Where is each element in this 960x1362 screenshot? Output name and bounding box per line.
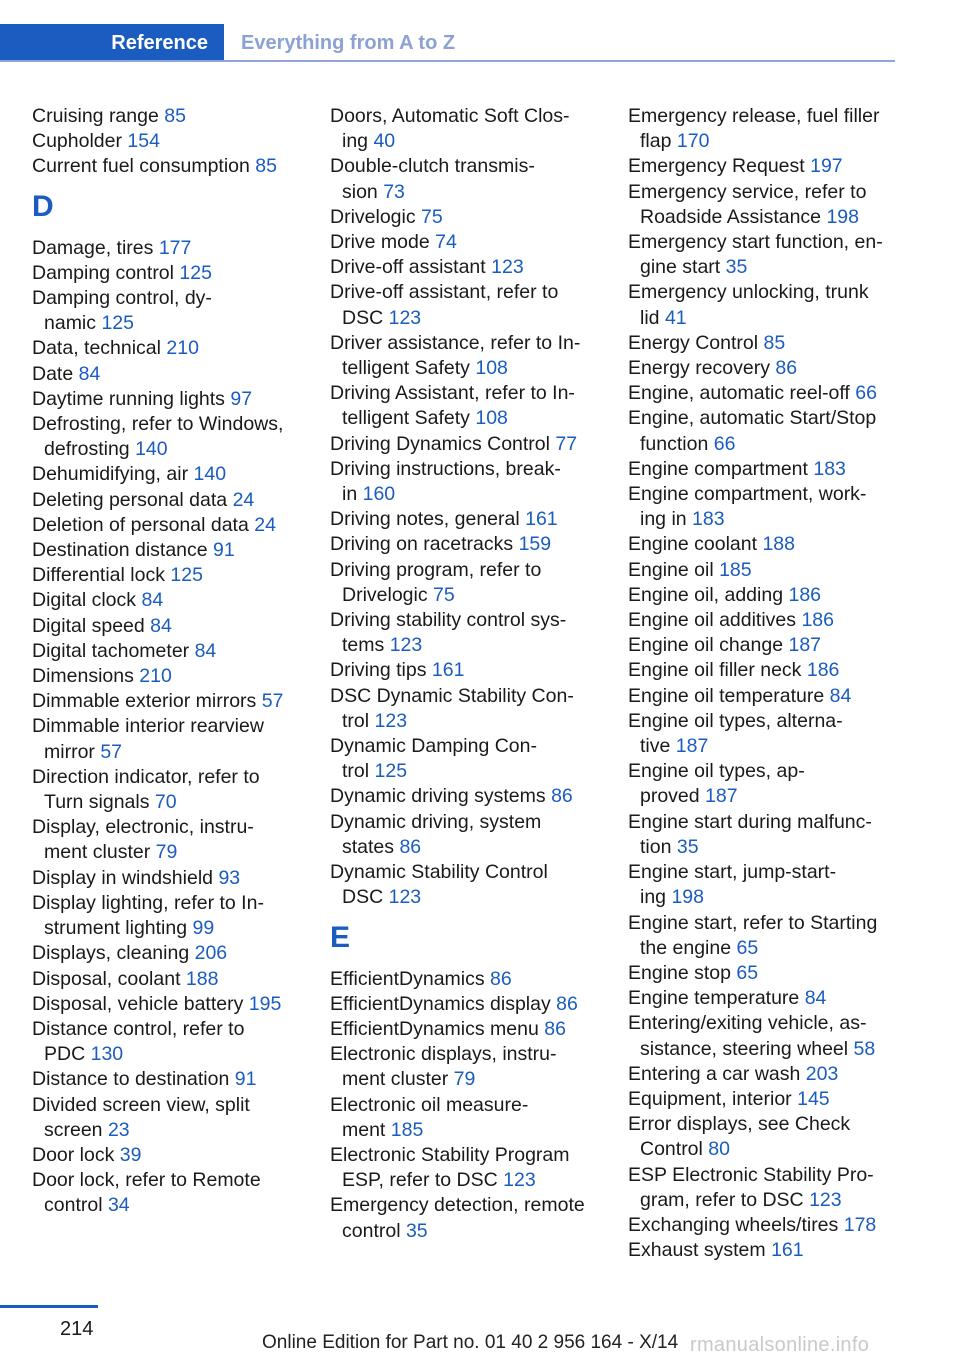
index-term: Entering/exiting vehicle, as‑ sistance, steering wheel bbox=[628, 1012, 867, 1060]
index-entry bbox=[330, 507, 602, 532]
index-entry bbox=[330, 608, 602, 658]
page-reference-link[interactable]: 85 bbox=[763, 331, 786, 354]
index-entry bbox=[330, 860, 602, 910]
index-term: Driving Assistant, refer to In‑ telligent Safety bbox=[330, 382, 575, 430]
index-entry bbox=[32, 236, 304, 261]
index-term: Engine temperature bbox=[628, 987, 800, 1010]
index-term: Digital tachometer bbox=[32, 639, 190, 662]
page-reference-link[interactable]: 186 bbox=[806, 659, 840, 682]
index-term: Divided screen view, split screen bbox=[32, 1093, 250, 1141]
index-entry bbox=[628, 1062, 900, 1087]
index-term: Engine oil temperature bbox=[628, 684, 825, 707]
index-term: Door lock, refer to Remote control bbox=[32, 1169, 261, 1217]
page-reference-link[interactable]: 187 bbox=[788, 634, 822, 657]
index-entry bbox=[628, 709, 900, 759]
index-term: Display, electronic, instru‑ ment cluster bbox=[32, 816, 254, 864]
index-entry bbox=[628, 230, 900, 280]
index-entry bbox=[628, 482, 900, 532]
index-term: Engine oil types, ap‑ proved bbox=[628, 760, 805, 808]
page-reference-link[interactable]: 86 bbox=[775, 357, 798, 380]
index-term: Energy recovery bbox=[628, 357, 770, 380]
page-reference-link[interactable]: 40 bbox=[373, 130, 396, 153]
page-reference-link[interactable]: 161 bbox=[431, 659, 465, 682]
index-term: Door lock bbox=[32, 1143, 115, 1166]
index-entry bbox=[32, 866, 304, 891]
section-tab-reference[interactable]: Reference bbox=[0, 24, 224, 62]
index-term: Engine start during malfunc‑ tion bbox=[628, 810, 872, 858]
index-entry bbox=[32, 614, 304, 639]
page-reference-link[interactable]: 97 bbox=[230, 387, 253, 410]
index-term: Emergency unlocking, trunk lid bbox=[628, 281, 869, 329]
watermark: rmanualsonline.info bbox=[690, 1334, 870, 1356]
index-entry bbox=[330, 1143, 602, 1193]
page-reference-link[interactable]: 86 bbox=[490, 967, 512, 990]
page-reference-link[interactable]: 108 bbox=[475, 407, 508, 430]
index-term: Engine oil change bbox=[628, 634, 784, 657]
index-entry bbox=[330, 1193, 602, 1243]
page-reference-link[interactable]: 185 bbox=[719, 558, 752, 581]
index-term: Disposal, vehicle battery bbox=[32, 992, 244, 1015]
index-entry bbox=[32, 1067, 304, 1092]
index-term: Drive mode bbox=[330, 231, 430, 254]
index-term: Drivelogic bbox=[330, 205, 416, 228]
index-entry bbox=[32, 336, 304, 361]
edition-note: Online Edition for Part no. 01 40 2 956 164 - X/14 bbox=[262, 1332, 679, 1353]
index-entry bbox=[330, 967, 602, 992]
page-reference-link[interactable]: 35 bbox=[725, 256, 748, 279]
index-term: Disposal, coolant bbox=[32, 967, 181, 990]
index-term: Cupholder bbox=[32, 130, 122, 153]
page-reference-link[interactable]: 160 bbox=[362, 483, 396, 506]
footer-rule bbox=[0, 1305, 98, 1308]
index-entry bbox=[628, 532, 900, 557]
index-term: Energy Control bbox=[628, 331, 759, 354]
index-entry bbox=[32, 286, 304, 336]
index-term: Dimensions bbox=[32, 665, 134, 688]
index-term: Driving tips bbox=[330, 659, 427, 682]
index-term: Exhaust system bbox=[628, 1239, 766, 1262]
index-entry bbox=[330, 658, 602, 683]
page-reference-link[interactable]: 84 bbox=[194, 639, 217, 662]
page-reference-link[interactable]: 188 bbox=[762, 533, 795, 556]
index-term: Damping control bbox=[32, 261, 174, 284]
page-reference-link[interactable]: 65 bbox=[736, 961, 759, 984]
index-entry bbox=[32, 538, 304, 563]
index-term: Driving notes, general bbox=[330, 508, 520, 531]
index-entry bbox=[628, 961, 900, 986]
index-term: Engine, automatic reel-off bbox=[628, 382, 850, 405]
page-reference-link[interactable]: 35 bbox=[676, 835, 699, 858]
index-entry bbox=[628, 658, 900, 683]
index-entry bbox=[32, 154, 304, 179]
index-entry bbox=[330, 684, 602, 734]
index-term: Emergency release, fuel filler flap bbox=[628, 105, 880, 153]
index-entry bbox=[628, 911, 900, 961]
index-column-1 bbox=[32, 104, 304, 1219]
page-reference-link[interactable]: 187 bbox=[675, 735, 709, 758]
index-entry bbox=[32, 412, 304, 462]
page-reference-link[interactable]: 84 bbox=[150, 614, 172, 637]
page-reference-link[interactable]: 125 bbox=[170, 564, 203, 587]
index-term: Drive-off assistant bbox=[330, 256, 486, 279]
index-term: Emergency detection, remote control bbox=[330, 1194, 585, 1242]
index-term: Engine start, jump-start‑ ing bbox=[628, 861, 837, 909]
page-reference-link[interactable]: 93 bbox=[218, 866, 241, 889]
index-term: Damage, tires bbox=[32, 236, 154, 259]
page-reference-link[interactable]: 140 bbox=[135, 438, 168, 461]
index-entry bbox=[330, 104, 602, 154]
page-reference-link[interactable]: 80 bbox=[708, 1138, 730, 1161]
index-term: Dynamic Stability Control DSC bbox=[330, 861, 548, 909]
page-reference-link[interactable]: 177 bbox=[158, 236, 192, 259]
index-entry bbox=[32, 513, 304, 538]
index-entry bbox=[32, 1093, 304, 1143]
index-term: Damping control, dy‑ namic bbox=[32, 287, 212, 335]
index-term: Emergency service, refer to Roadside Assistance bbox=[628, 180, 867, 228]
index-entry bbox=[628, 104, 900, 154]
index-term: Dynamic driving systems bbox=[330, 785, 546, 808]
index-entry bbox=[32, 992, 304, 1017]
index-entry bbox=[628, 810, 900, 860]
index-term: Distance control, refer to PDC bbox=[32, 1017, 245, 1066]
index-entry bbox=[32, 664, 304, 689]
index-term: Error displays, see Check Control bbox=[628, 1113, 851, 1161]
index-term: Driving instructions, break- in bbox=[330, 457, 561, 506]
index-entry bbox=[628, 759, 900, 809]
index-entry bbox=[628, 154, 900, 179]
page-reference-link[interactable]: 75 bbox=[433, 583, 455, 606]
index-entry bbox=[330, 280, 602, 330]
index-term: Engine coolant bbox=[628, 533, 758, 556]
index-term: Engine oil, adding bbox=[628, 583, 784, 606]
page-reference-link[interactable]: 198 bbox=[671, 886, 704, 909]
index-term: Deletion of personal data bbox=[32, 513, 249, 536]
index-term: Data, technical bbox=[32, 337, 161, 360]
page-reference-link[interactable]: 183 bbox=[692, 508, 725, 531]
page-reference-link[interactable]: 186 bbox=[788, 583, 822, 606]
index-term: Equipment, interior bbox=[628, 1087, 792, 1110]
page-reference-link[interactable]: 108 bbox=[475, 357, 508, 380]
page-reference-link[interactable]: 210 bbox=[139, 665, 172, 688]
index-term: Engine start, refer to Starting the engine bbox=[628, 911, 878, 959]
index-entry bbox=[32, 462, 304, 487]
index-column-2 bbox=[330, 104, 602, 1244]
page-reference-link[interactable]: 206 bbox=[194, 942, 228, 965]
index-term: Engine oil types, alterna‑ tive bbox=[628, 709, 843, 758]
index-entry bbox=[628, 280, 900, 330]
header-rule bbox=[0, 60, 895, 62]
index-term: EfficientDynamics menu bbox=[330, 1017, 539, 1040]
index-entry bbox=[330, 558, 602, 608]
page-reference-link[interactable]: 170 bbox=[676, 130, 710, 153]
index-term: Exchanging wheels/tires bbox=[628, 1213, 839, 1236]
index-entry bbox=[32, 891, 304, 941]
page-reference-link[interactable]: 197 bbox=[810, 155, 843, 178]
index-entry bbox=[330, 432, 602, 457]
index-entry bbox=[628, 356, 900, 381]
page-reference-link[interactable]: 41 bbox=[664, 306, 687, 329]
index-entry bbox=[32, 1168, 304, 1218]
index-entry bbox=[32, 714, 304, 764]
page-reference-link[interactable]: 85 bbox=[164, 105, 186, 127]
page-reference-link[interactable]: 123 bbox=[388, 886, 422, 909]
page-reference-link[interactable]: 86 bbox=[544, 1017, 566, 1040]
index-term: Engine stop bbox=[628, 961, 731, 984]
page-reference-link[interactable]: 203 bbox=[805, 1062, 839, 1085]
index-entry bbox=[628, 608, 900, 633]
index-term: Dimmable interior rearview mirror bbox=[32, 715, 264, 763]
index-term: Emergency Request bbox=[628, 155, 805, 178]
page-reference-link[interactable]: 125 bbox=[374, 760, 408, 783]
index-entry bbox=[32, 387, 304, 412]
index-entry bbox=[628, 1112, 900, 1162]
index-entry bbox=[628, 331, 900, 356]
index-term: Drive-off assistant, refer to DSC bbox=[330, 281, 559, 329]
page-reference-link[interactable]: 123 bbox=[503, 1169, 536, 1192]
page-reference-link[interactable]: 77 bbox=[555, 432, 578, 455]
page-reference-link[interactable]: 57 bbox=[100, 740, 123, 763]
index-term: Differential lock bbox=[32, 564, 165, 587]
index-term: Current fuel consumption bbox=[32, 155, 250, 178]
index-entry bbox=[32, 1143, 304, 1168]
page-reference-link[interactable]: 58 bbox=[853, 1037, 876, 1060]
index-letter-heading: E bbox=[330, 920, 351, 954]
index-entry bbox=[628, 986, 900, 1011]
index-term: Driver assistance, refer to In‑ telligent Safety bbox=[330, 331, 581, 380]
index-term: EfficientDynamics bbox=[330, 967, 485, 990]
index-term: Displays, cleaning bbox=[32, 942, 190, 965]
index-entry bbox=[330, 784, 602, 809]
page-reference-link[interactable]: 57 bbox=[261, 690, 284, 713]
page-reference-link[interactable]: 86 bbox=[556, 992, 578, 1015]
page-reference-link[interactable]: 75 bbox=[421, 205, 443, 228]
index-term: Destination distance bbox=[32, 539, 208, 562]
page-reference-link[interactable]: 66 bbox=[713, 432, 736, 455]
index-term: Engine compartment, work‑ ing in bbox=[628, 483, 867, 531]
index-term: Double-clutch transmis‑ sion bbox=[330, 155, 535, 203]
index-entry bbox=[330, 532, 602, 557]
index-entry bbox=[330, 457, 602, 507]
page-reference-link[interactable]: 188 bbox=[185, 967, 219, 990]
index-term: Electronic Stability Program ESP, refer to DSC bbox=[330, 1143, 570, 1192]
index-term: Distance to destination bbox=[32, 1068, 230, 1091]
index-entry bbox=[330, 381, 602, 431]
section-tab-everything-a-z[interactable]: Everything from A to Z bbox=[241, 32, 456, 54]
index-term: Display in windshield bbox=[32, 866, 214, 889]
index-term: Dehumidifying, air bbox=[32, 463, 189, 486]
page-reference-link[interactable]: 178 bbox=[843, 1213, 877, 1236]
page-reference-link[interactable]: 145 bbox=[797, 1087, 830, 1110]
index-term: Direction indicator, refer to Turn signals bbox=[32, 765, 260, 814]
page-reference-link[interactable]: 123 bbox=[389, 634, 423, 657]
index-entry bbox=[32, 941, 304, 966]
index-column-3 bbox=[628, 104, 900, 1263]
index-term: Engine oil filler neck bbox=[628, 659, 802, 682]
index-entry bbox=[32, 104, 304, 129]
index-term: Driving stability control sys‑ tems bbox=[330, 609, 567, 657]
page-reference-link[interactable]: 91 bbox=[213, 539, 235, 562]
page-reference-link[interactable]: 99 bbox=[192, 917, 215, 940]
index-term: Daytime running lights bbox=[32, 387, 225, 410]
page-reference-link[interactable]: 74 bbox=[435, 231, 457, 254]
index-term: Deleting personal data bbox=[32, 488, 228, 511]
index-entry bbox=[330, 810, 602, 860]
page-reference-link[interactable]: 198 bbox=[826, 205, 859, 228]
page-reference-link[interactable]: 79 bbox=[155, 841, 178, 864]
page-reference-link[interactable]: 79 bbox=[453, 1068, 476, 1091]
page-reference-link[interactable]: 123 bbox=[388, 306, 422, 329]
index-term: Electronic displays, instru‑ ment cluster bbox=[330, 1043, 557, 1091]
index-entry bbox=[330, 734, 602, 784]
page-reference-link[interactable]: 70 bbox=[154, 791, 177, 814]
index-entry bbox=[330, 1042, 602, 1092]
index-entry bbox=[628, 406, 900, 456]
index-term: Driving Dynamics Control bbox=[330, 432, 550, 455]
index-term: Dynamic Damping Con‑ trol bbox=[330, 735, 537, 783]
page-reference-link[interactable]: 39 bbox=[119, 1143, 142, 1166]
index-term: EfficientDynamics display bbox=[330, 992, 551, 1015]
page-reference-link[interactable]: 66 bbox=[855, 382, 877, 405]
index-term: DSC Dynamic Stability Con‑ trol bbox=[330, 684, 574, 732]
page-reference-link[interactable]: 161 bbox=[771, 1239, 804, 1262]
page-header bbox=[0, 24, 895, 62]
page-reference-link[interactable]: 185 bbox=[390, 1118, 424, 1141]
index-entry bbox=[628, 633, 900, 658]
index-entry bbox=[330, 205, 602, 230]
page-reference-link[interactable]: 159 bbox=[518, 533, 552, 556]
index-term: Dynamic driving, system states bbox=[330, 810, 542, 858]
page-reference-link[interactable]: 35 bbox=[405, 1219, 428, 1242]
index-term: Digital speed bbox=[32, 614, 145, 637]
index-entry bbox=[32, 967, 304, 992]
page-reference-link[interactable]: 24 bbox=[232, 488, 255, 511]
page-reference-link[interactable]: 130 bbox=[90, 1043, 124, 1066]
index-term: ESP Electronic Stability Pro‑ gram, refer to DSC bbox=[628, 1163, 874, 1211]
index-entry bbox=[628, 1163, 900, 1213]
index-term: Engine oil bbox=[628, 558, 714, 581]
index-term: Cruising range bbox=[32, 105, 159, 127]
index-term: Emergency start function, en‑ gine start bbox=[628, 231, 883, 279]
index-entry bbox=[628, 180, 900, 230]
index-entry bbox=[32, 261, 304, 286]
index-letter-heading: D bbox=[32, 189, 54, 223]
page-reference-link[interactable]: 86 bbox=[551, 785, 573, 808]
index-term: Doors, Automatic Soft Clos‑ ing bbox=[330, 105, 570, 153]
index-entry bbox=[32, 588, 304, 613]
index-entry bbox=[330, 1017, 602, 1042]
page-reference-link[interactable]: 123 bbox=[809, 1188, 842, 1211]
page-reference-link[interactable]: 123 bbox=[491, 256, 524, 279]
index-term: Display lighting, refer to In‑ strument lighting bbox=[32, 891, 264, 940]
page-reference-link[interactable]: 34 bbox=[107, 1194, 130, 1217]
page-reference-link[interactable]: 91 bbox=[234, 1068, 257, 1091]
index-entry bbox=[330, 154, 602, 204]
index-term: Driving on racetracks bbox=[330, 533, 514, 556]
page-reference-link[interactable]: 84 bbox=[829, 684, 852, 707]
index-entry bbox=[628, 558, 900, 583]
index-entry bbox=[628, 583, 900, 608]
index-entry bbox=[628, 1011, 900, 1061]
page-reference-link[interactable]: 84 bbox=[804, 987, 827, 1010]
index-entry bbox=[32, 1017, 304, 1067]
page-reference-link[interactable]: 85 bbox=[255, 155, 277, 178]
index-entry bbox=[330, 331, 602, 381]
page-reference-link[interactable]: 125 bbox=[179, 261, 212, 284]
index-entry bbox=[330, 230, 602, 255]
index-entry bbox=[628, 860, 900, 910]
index-entry bbox=[32, 689, 304, 714]
page-reference-link[interactable]: 187 bbox=[705, 785, 738, 808]
page-reference-link[interactable]: 86 bbox=[399, 835, 422, 858]
page-reference-link[interactable]: 186 bbox=[801, 609, 834, 632]
index-term: Electronic oil measure‑ ment bbox=[330, 1093, 529, 1141]
index-term: Engine, automatic Start/Stop function bbox=[628, 407, 877, 455]
index-term: Engine compartment bbox=[628, 457, 808, 480]
index-entry bbox=[628, 381, 900, 406]
index-term: Date bbox=[32, 362, 74, 385]
index-entry bbox=[628, 1213, 900, 1238]
page-reference-link[interactable]: 154 bbox=[127, 130, 160, 153]
index-entry bbox=[32, 639, 304, 664]
index-entry bbox=[32, 815, 304, 865]
page-reference-link[interactable]: 84 bbox=[78, 362, 101, 385]
page-reference-link[interactable]: 161 bbox=[525, 508, 558, 531]
index-term: Digital clock bbox=[32, 589, 137, 612]
page-reference-link[interactable]: 123 bbox=[374, 709, 408, 732]
page-reference-link[interactable]: 23 bbox=[107, 1118, 130, 1141]
page-reference-link[interactable]: 140 bbox=[193, 463, 227, 486]
index-entry bbox=[628, 1087, 900, 1112]
index-entry bbox=[628, 1238, 900, 1263]
index-entry bbox=[330, 992, 602, 1017]
page-reference-link[interactable]: 195 bbox=[248, 992, 282, 1015]
page-reference-link[interactable]: 125 bbox=[101, 312, 134, 335]
index-entry bbox=[32, 563, 304, 588]
index-entry bbox=[32, 765, 304, 815]
page-reference-link[interactable]: 183 bbox=[813, 457, 846, 480]
index-entry bbox=[32, 362, 304, 387]
page-reference-link[interactable]: 210 bbox=[166, 337, 199, 360]
index-entry bbox=[628, 684, 900, 709]
index-term: Dimmable exterior mirrors bbox=[32, 690, 257, 713]
index-entry bbox=[330, 1093, 602, 1143]
page-reference-link[interactable]: 73 bbox=[383, 180, 405, 203]
index-term: Driving program, refer to Drivelogic bbox=[330, 558, 542, 606]
page-reference-link[interactable]: 84 bbox=[141, 589, 164, 612]
index-entry bbox=[32, 129, 304, 154]
index-term: Engine oil additives bbox=[628, 609, 797, 632]
index-term: Entering a car wash bbox=[628, 1062, 801, 1085]
page-reference-link[interactable]: 24 bbox=[254, 513, 276, 536]
index-entry bbox=[330, 255, 602, 280]
page-reference-link[interactable]: 65 bbox=[736, 936, 759, 959]
index-entry bbox=[32, 488, 304, 513]
index-term: Defrosting, refer to Windows, defrosting bbox=[32, 413, 284, 461]
page-number: 214 bbox=[60, 1318, 94, 1340]
index-entry bbox=[628, 457, 900, 482]
